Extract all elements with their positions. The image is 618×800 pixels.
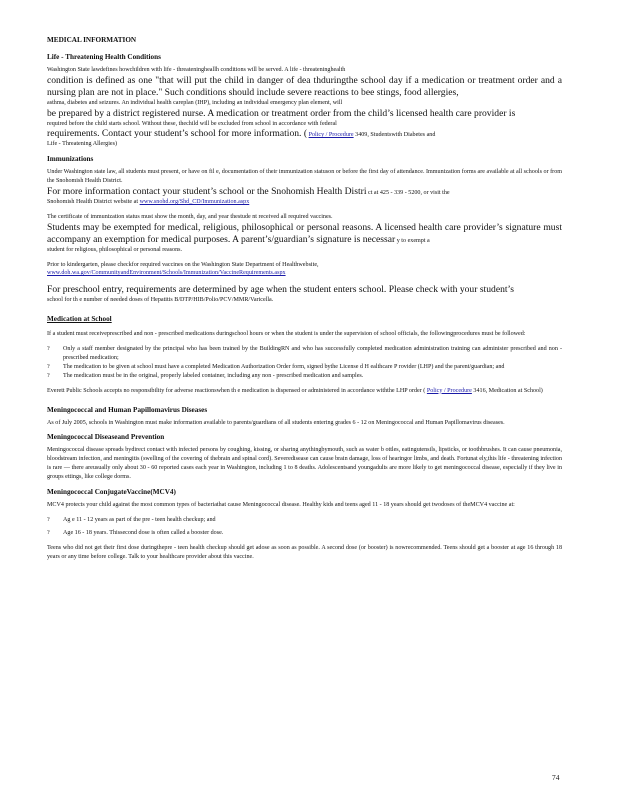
- imm-p2-small2: student for religious, philosophical or personal reasons.: [47, 246, 183, 253]
- page-number: 74: [552, 773, 560, 782]
- bullet-mark: ?: [47, 517, 50, 523]
- doh-link[interactable]: www.doh.wa.gov/CommunityandEnvironment/Schools/Immunization/VaccineRequirements.aspx: [47, 270, 286, 277]
- med-p2-tail: 3416, Medication at School): [473, 387, 543, 394]
- med-policy-link[interactable]: Policy / Procedure: [426, 387, 472, 394]
- imm-p4-small: school for th e number of needed doses of Hepatitis B/DTP/HIB/Polio/PCV/MMR/Varicella.: [47, 297, 274, 304]
- heading-meningococcal-hpv: Meningococcal and Human Papillomavirus Diseases: [47, 405, 208, 414]
- bullet-text: Ag e 11 - 12 years as part of the pre - teen health checkup; and: [63, 517, 216, 523]
- life-p2-small: asthma, diabetes and seizures. An individual health careplan (IHP), including an individual emergency plan element, will: [47, 99, 343, 106]
- bullet-text: Age 16 - 18 years. Thissecond dose is often called a booster dose.: [63, 529, 224, 536]
- life-p3-small: required before the child starts school. Without these, thechild will be excluded from school in accordance with federal: [47, 120, 337, 127]
- bullet-mark: ?: [47, 372, 50, 379]
- heading-medication-at-school: Medication at School: [47, 315, 112, 324]
- imm-p3-small: Prior to kindergarten, please checkfor required vaccines on the Washington State Department of Healthwebsite,: [47, 261, 319, 268]
- mcv-paragraph-1: MCV4 protects your child against the most common types of bacteriathat cause Meningococcal disease. Healthy kids and teens aged 11 - 18 years should get twodoses of theMCV4 vaccine at:: [47, 502, 515, 509]
- imm-p1-small2: Snohomish Health District website at: [47, 198, 139, 205]
- imm-paragraph-3: [47, 261, 562, 279]
- list-item: [47, 363, 562, 372]
- imm-paragraph-4: [47, 284, 562, 305]
- life-p2-big: be prepared by a district registered nurse. A medication or treatment order from the child’s licensed health care provider is: [47, 107, 516, 119]
- mdp-paragraph: Meningococcal disease spreads bydirect contact with infected persons by coughing, kissing, or sharing anythingbymouth, such as water b ottles, eatingutensils, lipsticks, or toothbrushes. It can cause pneumonia, bloodstream infection, and meningitis (swelling of the covering of thebrain and spinal cord). Severedisease can cause brain damage, loss of hearingor limbs, and death. Fortunat ely,this life - threatening infection is rare — there areusually only about 30 - 60 reported cases each year in Washington, including 1 to 8 deaths. Adolescentsand youngadults are more likely to get meningococcal disease, especially if they live in groups ettings, like college dorms.: [47, 447, 562, 481]
- life-p1-big: condition is defined as one "that will put the child in danger of dea thduringthe school day if a medication or treatment order and a nursing plan are not in place." Such conditions should include severe reactions to bee stings, food allergies,: [47, 74, 562, 98]
- med-bullet-list: [47, 345, 562, 381]
- list-item: [47, 529, 562, 538]
- heading-immunizations: Immunizations: [47, 155, 94, 164]
- med-paragraph-2: [47, 387, 562, 396]
- med-p2-text: Everett Public Schools accepts no responsibility for adverse reactionswhen th e medication is dispensed or administered in accordance withthe LHP order (: [47, 387, 426, 394]
- heading-meningococcal-prevention: Meningococcal Diseaseand Prevention: [47, 433, 165, 442]
- section-title-medical-information: MEDICAL INFORMATION: [47, 36, 137, 44]
- life-p3-tail: 3409, Studentswith Diabetes and: [355, 132, 436, 139]
- life-paragraph-1: [47, 66, 562, 149]
- bullet-text: The medication must be in the original, properly labeled container, including any non - prescribed medication and samples.: [63, 372, 364, 379]
- list-item: [47, 372, 562, 381]
- imm-p2-small: The certificate of immunization status must show the month, day, and year thestude nt received all required vaccines.: [47, 213, 333, 220]
- heading-life-threatening: Life - Threatening Health Conditions: [47, 53, 161, 61]
- med-paragraph-1: If a student must receiveprescribed and non - prescribed medications duringschool hours or when the student is under the supervision of school officials, the followingprocedures must be followed:: [47, 331, 526, 338]
- snohd-link[interactable]: www.snohd.org/Shd_CD/Immunization.aspx: [139, 198, 250, 205]
- imm-p4-big: For preschool entry, requirements are determined by age when the student enters school. Please check with your student’s: [47, 284, 514, 296]
- heading-mcv4: Meningococcal ConjugateVaccine(MCV4): [47, 488, 176, 497]
- mcv-paragraph-2: Teens who did not get their first dose duringthepre - teen health checkup should get adose as soon as possible. A second dose (or booster) is nowrecommended. Teens should get a booster at age 16 through 18 years or any time before college. Talk to your healthcare provider about this vaccine.: [47, 544, 562, 560]
- imm-paragraph-2: [47, 213, 562, 255]
- list-item: [47, 516, 562, 525]
- life-policy-link[interactable]: Policy / Procedure: [308, 132, 354, 139]
- bullet-text: Only a staff member designated by the principal who has been trained by the BuildingRN and who has successfully completed medication administration training can administer prescribed and non - prescribed medication;: [63, 346, 562, 361]
- imm-p1-small: Under Washington state law, all students must present, or have on fil e, documentation of their immunization statuson or before the first day of attendance. Immunization forms are available at all schools or from the Snohomish Health District.: [47, 169, 562, 185]
- mcv-bullet-list: [47, 516, 562, 538]
- bullet-text: The medication to be given at school must have a completed Medication Authorization Order form, signed bythe License d H ealthcare P rovider (LHP) and the parent/guardian; and: [63, 363, 505, 370]
- imm-p2-tail: y to exempt a: [396, 237, 430, 244]
- imm-p1-big: For more information contact your student’s school or the Snohomish Health Distri: [47, 186, 367, 198]
- life-p1-small: Washington State lawdefines howchildren with life - threateningheallh conditions will be served. A life - threateninghealth: [47, 67, 346, 73]
- imm-paragraph-1: [47, 168, 562, 207]
- bullet-mark: ?: [47, 529, 50, 536]
- document-page: [47, 36, 562, 562]
- life-p3-tail2: Life - Threatening Allergies): [47, 141, 117, 148]
- imm-p2-big: Students may be exempted for medical, religious, philosophical or personal reasons. A licensed health care provider’s signature must accompany an exemption for medical purposes. A parent’s/guardian’s signature is necessar: [47, 221, 562, 245]
- bullet-mark: ?: [47, 346, 50, 353]
- mhpv-paragraph: As of July 2005, schools in Washington must make information available to parents/guardians of all students entering grades 6 - 12 on Meningococcal and Human Papillomavirus diseases.: [47, 419, 505, 426]
- imm-p1-tail: ct at 425 - 339 - 5200, or visit the: [368, 190, 450, 197]
- list-item: [47, 345, 562, 363]
- life-p3-big: requirements. Contact your student’s school for more information. (: [47, 128, 308, 140]
- bullet-mark: ?: [47, 363, 50, 370]
